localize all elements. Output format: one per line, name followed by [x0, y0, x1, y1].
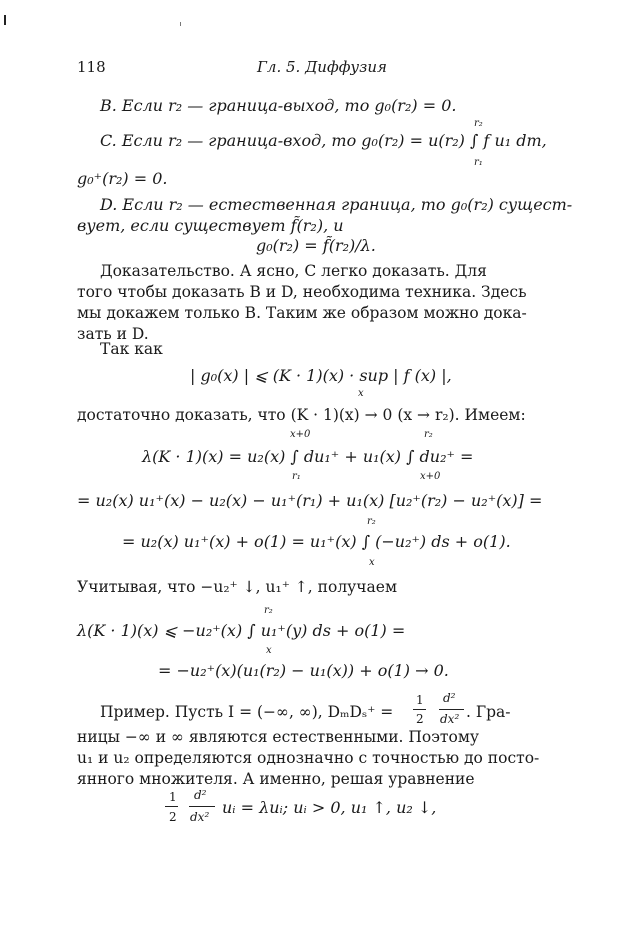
eq1-int2-lower: x+0	[420, 471, 441, 482]
example-frac-2-num: d²	[443, 691, 456, 705]
equation-1: λ(K · 1)(x) = u₂(x) ∫ du₁⁺ + u₁(x) ∫ du₂⁺ =	[142, 447, 474, 466]
statement-c-continued: g₀⁺(r₂) = 0.	[77, 169, 168, 188]
proof-line-3: мы докажем только В. Таким же образом можно дока-	[77, 304, 527, 322]
statement-b: B. Если r₂ — граница-выход, то g₀(r₂) = 0.	[100, 96, 457, 115]
given-text: Учитывая, что −u₂⁺ ↓, u₁⁺ ↑, получаем	[77, 578, 397, 596]
last-equation-rest: uᵢ = λuᵢ; uᵢ > 0, u₁ ↑, u₂ ↓,	[222, 798, 437, 817]
page-number: 118	[77, 58, 106, 76]
eq1-int1-lower: r₁	[292, 471, 301, 482]
c-integral-lower: r₁	[474, 157, 483, 168]
last-frac-2-den: dx²	[190, 810, 210, 824]
example-frac-1-bar	[413, 709, 426, 710]
eq4-int-upper: r₂	[264, 605, 273, 616]
equation-5: = −u₂⁺(x)(u₁(r₂) − u₁(x)) + o(1) → 0.	[158, 661, 449, 680]
last-frac-2-num: d²	[194, 788, 207, 802]
proof-line-1: Доказательство. А ясно, С легко доказать. Для	[100, 262, 487, 280]
inequality-1: | g₀(x) | ⩽ (K · 1)(x) · sup | f (x) |,	[190, 366, 452, 385]
statement-d-line-2: вует, если существует f̃(r₂), и	[77, 216, 344, 235]
statement-c: C. Если r₂ — граница-вход, то g₀(r₂) = u(r₂) ∫ f u₁ dm,	[100, 131, 547, 150]
since-text: Так как	[100, 340, 163, 358]
example-line-1-end: . Гра-	[466, 703, 511, 721]
example-line-4: янного множителя. А именно, решая уравнение	[77, 770, 475, 788]
last-frac-2-bar	[189, 806, 215, 807]
example-frac-1-den: 2	[416, 712, 424, 726]
running-title: Гл. 5. Диффузия	[257, 58, 387, 76]
eq3-int-upper: r₂	[367, 516, 376, 527]
equation-2: = u₂(x) u₁⁺(x) − u₂(x) − u₁⁺(r₁) + u₁(x) [u₂⁺(r₂) − u₂⁺(x)] =	[77, 491, 543, 510]
statement-d-line-1: D. Если r₂ — естественная граница, то g₀(r₂) сущест-	[100, 195, 573, 214]
scan-mark-left	[4, 15, 6, 25]
equation-3: = u₂(x) u₁⁺(x) + o(1) = u₁⁺(x) ∫ (−u₂⁺) ds + o(1).	[122, 532, 511, 551]
proof-line-4: зать и D.	[77, 325, 149, 343]
example-line-2: ницы −∞ и ∞ являются естественными. Поэтому	[77, 728, 480, 746]
example-line-1: Пример. Пусть I = (−∞, ∞), DₘDₛ⁺ =	[100, 703, 394, 721]
example-frac-2-bar	[439, 709, 464, 710]
enough-text: достаточно доказать, что (K · 1)(x) → 0 (x → r₂). Имеем:	[77, 406, 526, 424]
eq3-int-lower: x	[369, 557, 375, 568]
c-integral-upper: r₂	[474, 118, 483, 129]
eq4-int-lower: x	[266, 645, 272, 656]
scan-mark-top	[180, 22, 181, 26]
last-frac-1-bar	[165, 806, 178, 807]
example-frac-1-num: 1	[416, 693, 424, 707]
last-frac-1-num: 1	[169, 790, 177, 804]
statement-d-formula: g₀(r₂) = f̃(r₂)/λ.	[256, 236, 376, 255]
equation-4: λ(K · 1)(x) ⩽ −u₂⁺(x) ∫ u₁⁺(y) ds + o(1) =	[77, 621, 406, 640]
inequality-1-sup-subscript: x	[358, 388, 364, 399]
example-line-3: u₁ и u₂ определяются однозначно с точностью до посто-	[77, 749, 540, 767]
proof-line-2: того чтобы доказать В и D, необходима техника. Здесь	[77, 283, 527, 301]
last-frac-1-den: 2	[169, 810, 177, 824]
eq1-int1-upper: x+0	[290, 429, 311, 440]
eq1-int2-upper: r₂	[424, 429, 433, 440]
example-frac-2-den: dx²	[440, 712, 460, 726]
